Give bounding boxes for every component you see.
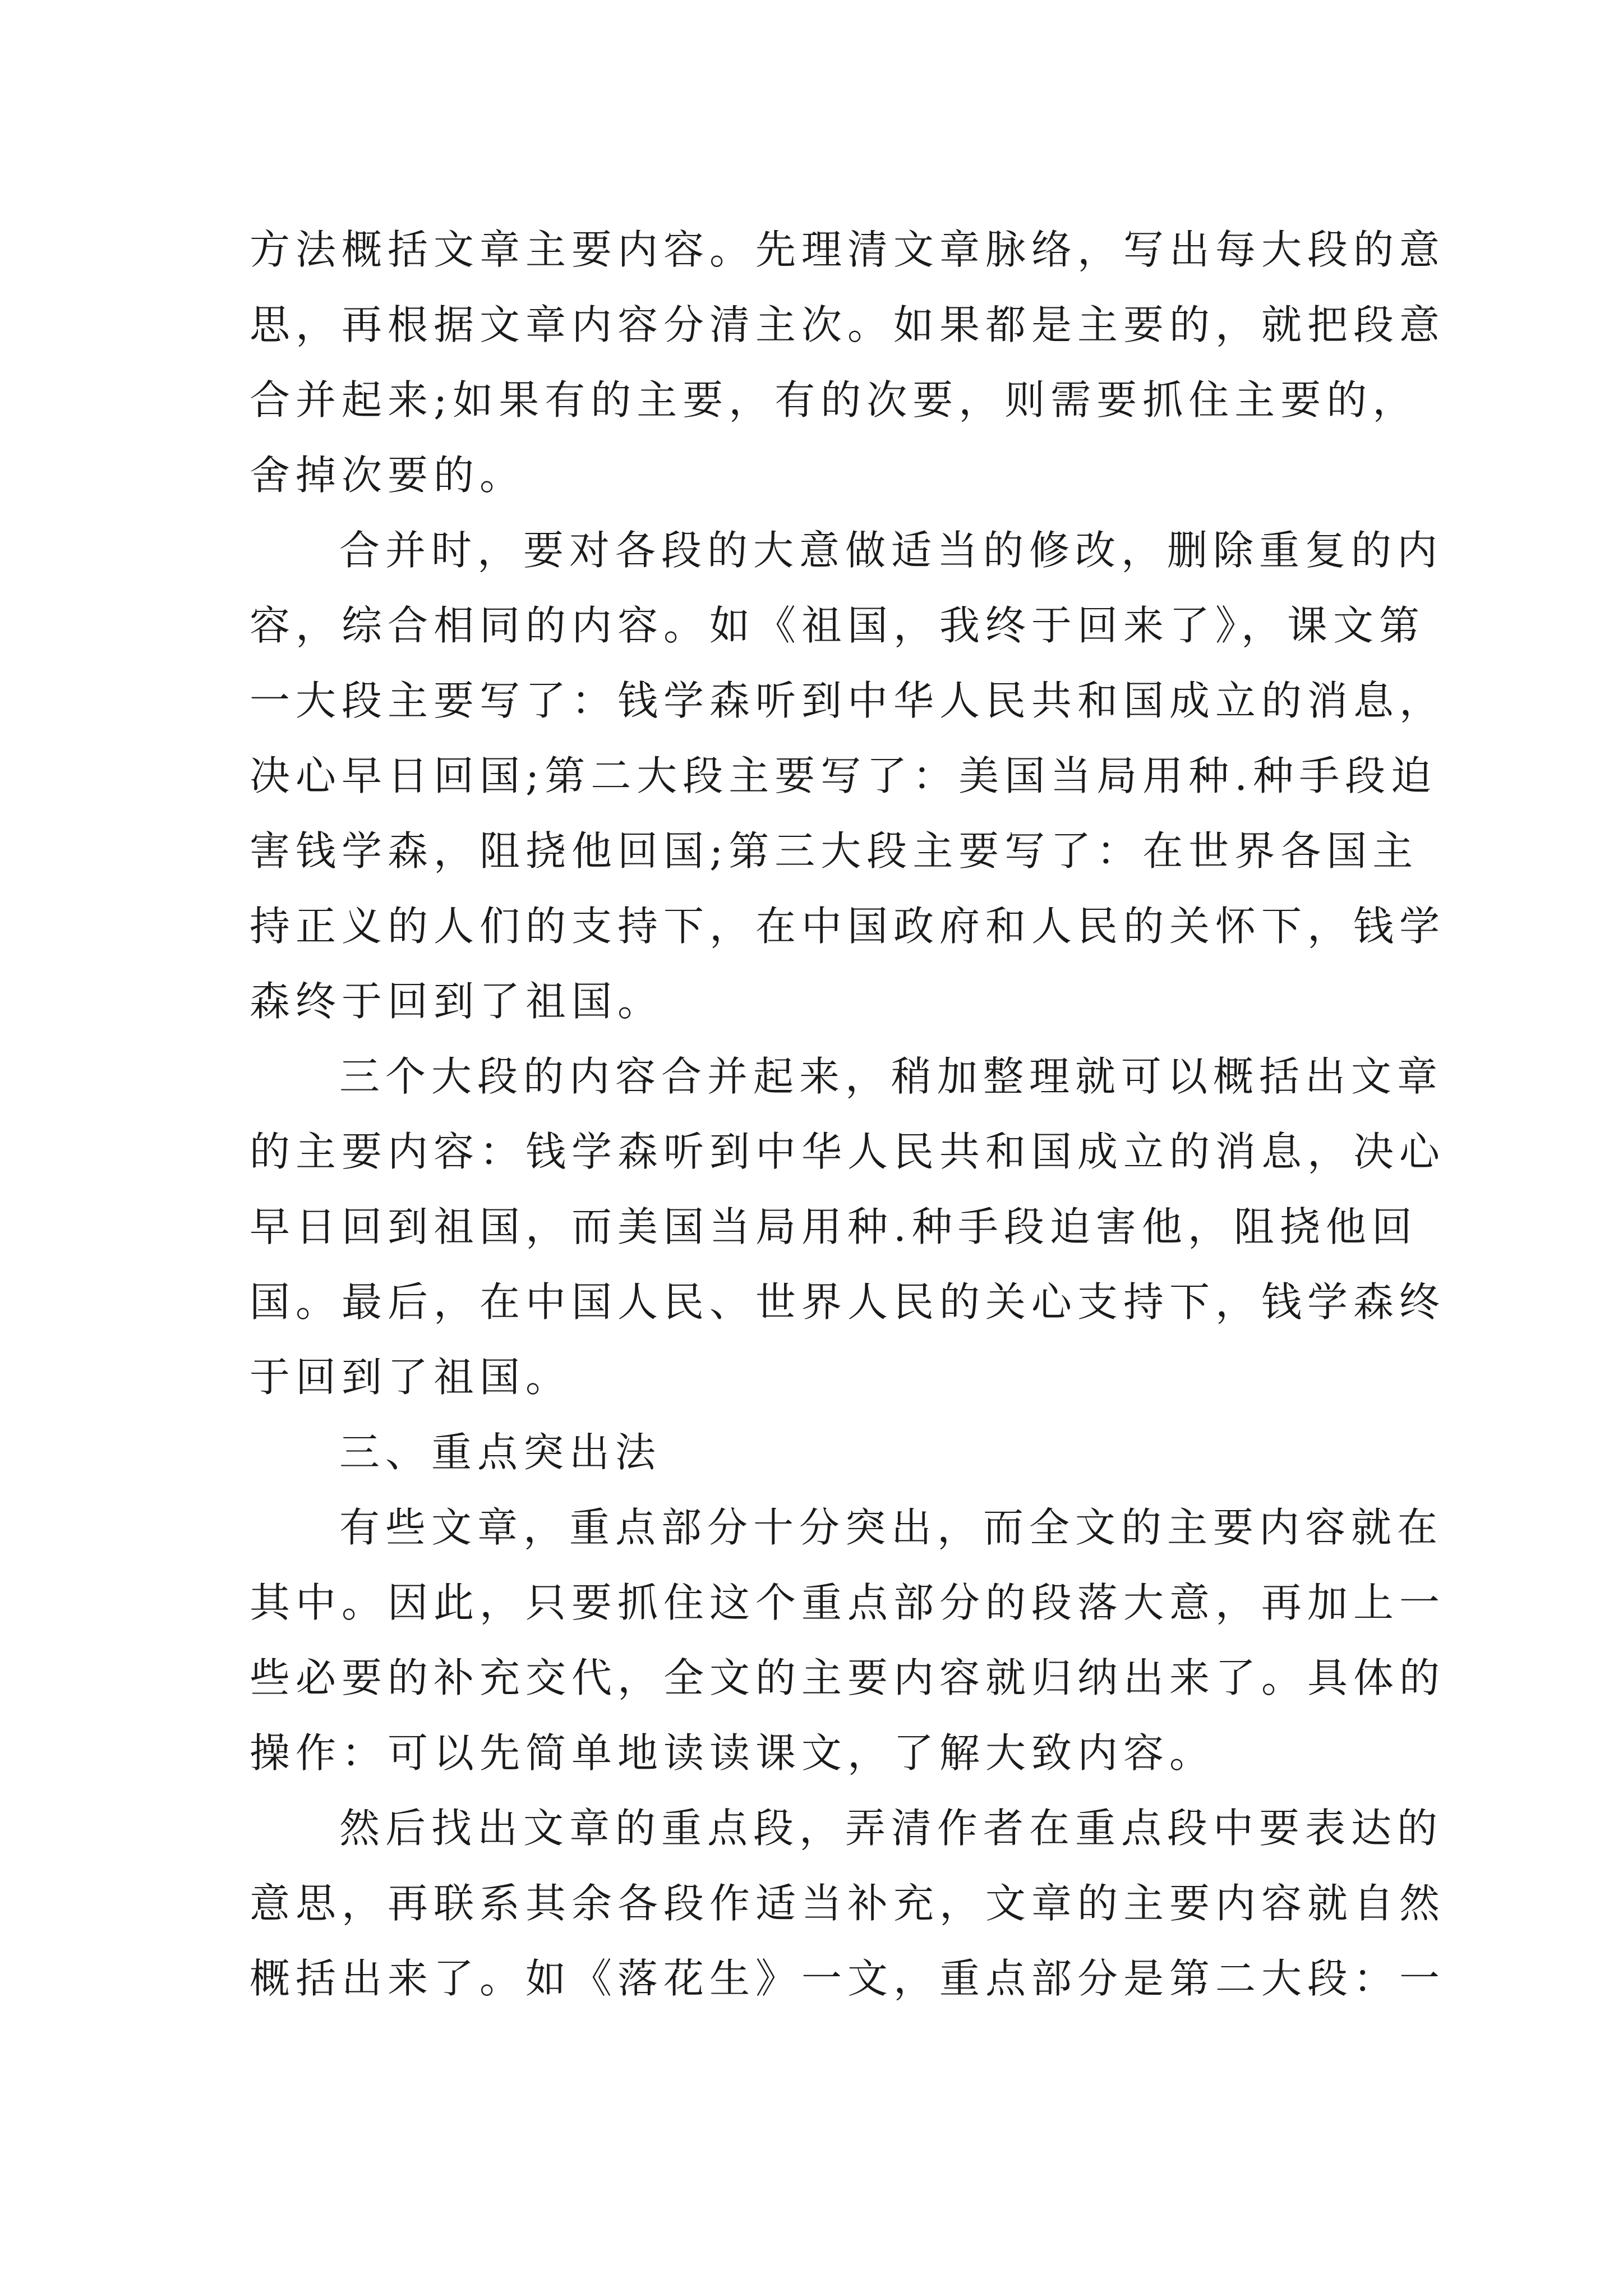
text-line: 持正义的人们的支持下，在中国政府和人民的关怀下，钱学	[250, 903, 1446, 950]
text-line: 合并时，要对各段的大意做适当的修改，删除重复的内	[339, 527, 1444, 574]
text-line: 然后找出文章的重点段，弄清作者在重点段中要表达的	[339, 1805, 1444, 1852]
text-line: 的主要内容：钱学森听到中华人民共和国成立的消息，决心	[250, 1128, 1446, 1175]
text-line: 有些文章，重点部分十分突出，而全文的主要内容就在	[339, 1504, 1444, 1551]
text-line: 操作：可以先简单地读读课文，了解大致内容。	[250, 1729, 1216, 1777]
body-text	[250, 212, 1446, 2016]
text-line: 合并起来;如果有的主要，有的次要，则需要抓住主要的，	[250, 376, 1419, 424]
text-line: 概括出来了。如《落花生》一文，重点部分是第二大段：一	[250, 1955, 1446, 2002]
text-line: 方法概括文章主要内容。先理清文章脉络，写出每大段的意	[250, 226, 1446, 273]
text-line: 舍掉次要的。	[250, 452, 526, 499]
text-line: 于回到了祖国。	[250, 1354, 572, 1401]
text-line: 意思，再联系其余各段作适当补充，文章的主要内容就自然	[250, 1880, 1446, 1927]
text-line: 一大段主要写了：钱学森听到中华人民共和国成立的消息，	[250, 677, 1446, 724]
text-line: 决心早日回国;第二大段主要写了：美国当局用种.种手段迫	[250, 752, 1437, 799]
text-line: 三个大段的内容合并起来，稍加整理就可以概括出文章	[339, 1053, 1444, 1100]
text-line: 森终于回到了祖国。	[250, 978, 664, 1025]
text-line: 国。最后，在中国人民、世界人民的关心支持下，钱学森终	[250, 1278, 1446, 1326]
text-line: 思，再根据文章内容分清主次。如果都是主要的，就把段意	[250, 301, 1446, 348]
text-line: 其中。因此，只要抓住这个重点部分的段落大意，再加上一	[250, 1579, 1446, 1626]
text-line: 容，综合相同的内容。如《祖国，我终于回来了》，课文第	[250, 602, 1426, 649]
text-line: 些必要的补充交代，全文的主要内容就归纳出来了。具体的	[250, 1654, 1446, 1701]
text-line: 早日回到祖国，而美国当局用种.种手段迫害他，阻挠他回	[250, 1203, 1418, 1250]
text-line: 害钱学森，阻挠他回国;第三大段主要写了：在世界各国主	[250, 827, 1419, 875]
text-line: 三、重点突出法	[339, 1429, 662, 1476]
